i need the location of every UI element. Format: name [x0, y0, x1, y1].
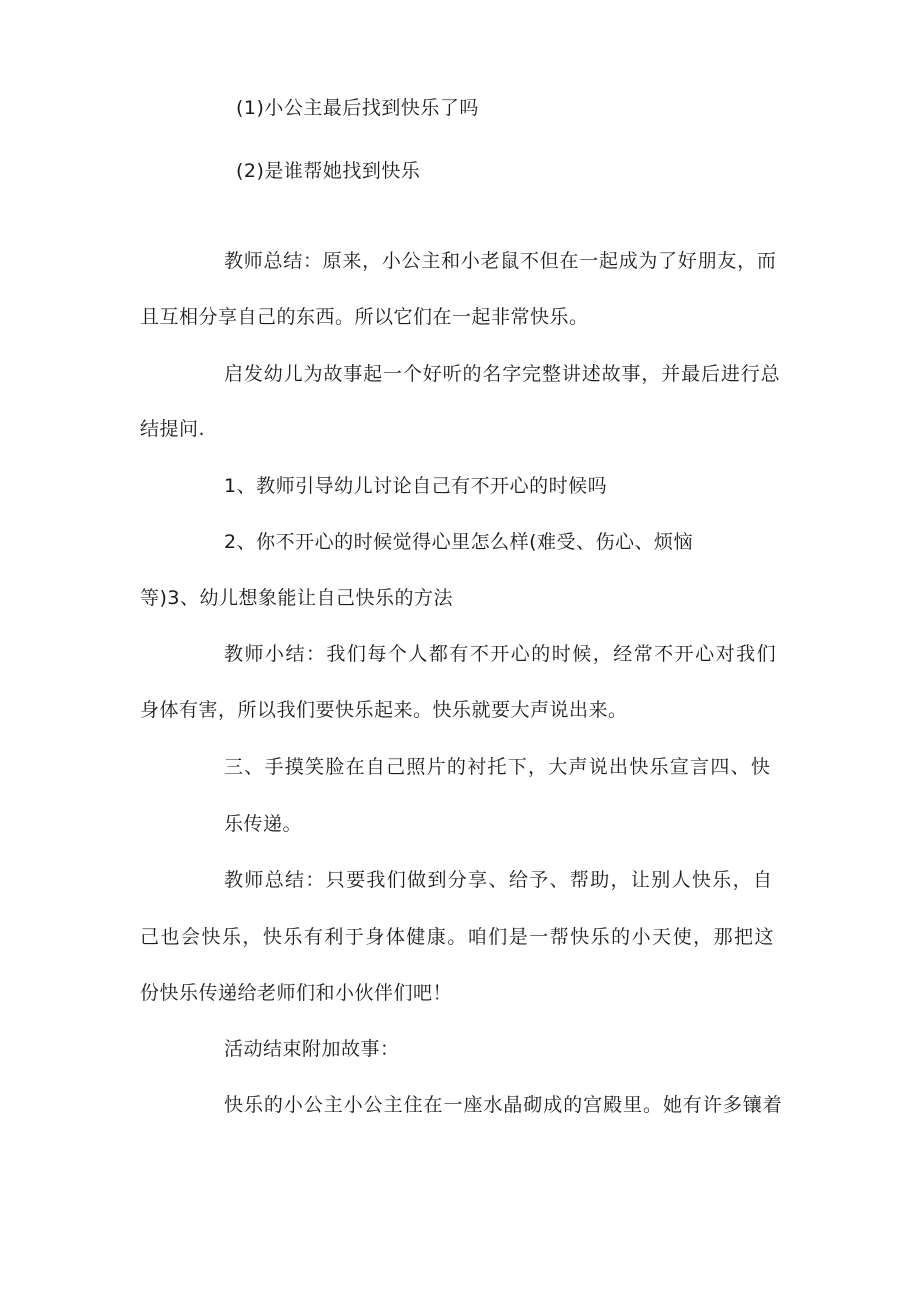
- inspire-paragraph-line-1: 启 发 幼 儿 为 故 事 起 一 个 好 听 的 名 字 完 整 讲 述 故 事 ， 并 最 后 进 行 总: [224, 363, 780, 385]
- section-three-line-1: 三 、 手 摸 笑 脸 在 自 己 照 片 的 衬 托 下 ， 大 声 说 出 快 乐 宣 言 四 、 快: [224, 756, 770, 778]
- teacher-summary-1-line-1: 教 师 总 结 ： 原 来 ， 小 公 主 和 小 老 鼠 不 但 在 一 起 成 为 了 好 朋 友 ， 而: [224, 250, 776, 272]
- teacher-summary-2-line-3: 份快乐传递给老师们和小伙伴们吧！: [140, 982, 453, 1004]
- inspire-paragraph-line-2: 结提问.: [140, 418, 206, 440]
- story-paragraph-line-1: 快 乐 的 小 公 主 小 公 主 住 在 一 座 水 晶 砌 成 的 宫 殿 里 。 她 有 许 多 镶 着: [224, 1094, 782, 1116]
- teacher-conclusion-line-2: 身体有害，所以我们要快乐起来。快乐就要大声说出来。: [140, 699, 628, 721]
- question-2: (2)是谁帮她找到快乐: [236, 160, 421, 182]
- question-1: (1)小公主最后找到快乐了吗: [236, 97, 479, 119]
- discussion-item-1: 1、教师引导幼儿讨论自己有不开心的时候吗: [224, 475, 608, 497]
- section-three-line-2: 乐传递。: [224, 813, 303, 835]
- teacher-summary-2-line-1: 教 师 总 结 ： 只 要 我 们 做 到 分 享 、 给 予 、 帮 助 ， 让 别 人 快 乐 ， 自: [224, 869, 772, 891]
- discussion-item-2-line-1: 2、你不开心的时候觉得心里怎么样(难受、伤心、烦恼: [224, 531, 694, 553]
- discussion-item-2-line-2: 等)3、幼儿想象能让自己快乐的方法: [140, 587, 454, 609]
- teacher-summary-1-line-2: 且互相分享自己的东西。所以它们在一起非常快乐。: [140, 306, 589, 328]
- attached-story-heading: 活动结束附加故事：: [224, 1038, 400, 1060]
- teacher-conclusion-line-1: 教 师 小 结 ： 我 们 每 个 人 都 有 不 开 心 的 时 候 ， 经 常 不 开 心 对 我 们: [224, 643, 776, 665]
- teacher-summary-2-line-2: 己 也 会 快 乐 ， 快 乐 有 利 于 身 体 健 康 。 咱 们 是 一 帮 快 乐 的 小 天 使 ， 那 把 这: [140, 926, 774, 948]
